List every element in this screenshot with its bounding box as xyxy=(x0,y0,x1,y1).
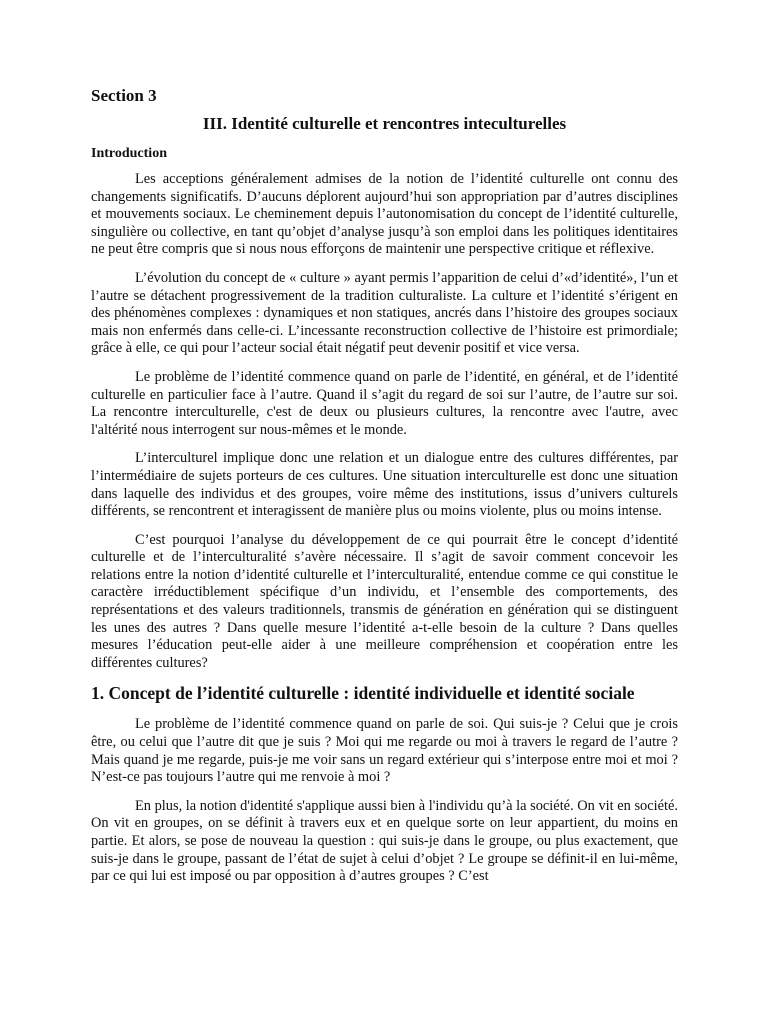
intro-paragraph-3: Le problème de l’identité commence quand on parle de l’identité, en général, et de l’identité culturelle en particulier face à l’autre. Quand il s’agit du regard de soi sur l’autre, de l’autre sur soi. La rencontre interculturelle, c'est de deux ou plusieurs cultures, la rencontre avec l'autre, avec l'altérité nous interrogent sur nous-mêmes et le monde. xyxy=(91,368,678,438)
section-label: Section 3 xyxy=(91,86,157,105)
intro-heading: Introduction xyxy=(91,146,167,161)
intro-paragraph-2: L’évolution du concept de « culture » ayant permis l’apparition de celui d’«d’identité», l’un et l’autre se détachent progressivement de la tradition culturaliste. La culture et l’identité s’érigent en des phénomènes complexes : dynamiques et non statiques, ancrés dans l’histoire des groupes sociaux mais non enfermés dans celle-ci. L’incessante reconstruction collective de l’histoire est primordiale; grâce à elle, ce qui pour l’acteur social était négatif peut devenir positif et vice versa. xyxy=(91,269,678,357)
section-1-paragraph-1: Le problème de l’identité commence quand on parle de soi. Qui suis-je ? Celui que je crois être, ou celui que l’autre dit que je suis ? Moi qui me regarde ou moi à travers le regard de l’autre ? Mais quand je me regarde, puis-je me voir sans un regard extérieur qui s’interpose entre moi et moi ? N’est-ce pas toujours l’autre qui me renvoie à moi ? xyxy=(91,716,678,786)
document-title: III. Identité culturelle et rencontres inteculturelles xyxy=(202,114,567,133)
section-1-paragraph-2: En plus, la notion d'identité s'applique aussi bien à l'individu qu’à la société. On vit en société. On vit en groupes, on se définit à travers eux et en quelque sorte on leur appartient, du moins en partie. Et alors, se pose de nouveau la question : qui suis-je dans le groupe, ou plus exactement, que suis-je dans le groupe, passant de l’état de sujet à celui d’objet ? Le groupe se définit-il en lui-même, par ce qui lui est imposé ou par opposition à d’autres groupes ? C’est xyxy=(91,797,678,885)
intro-paragraph-1: Les acceptions généralement admises de la notion de l’identité culturelle ont connu des changements significatifs. D’aucuns déplorent aujourd’hui son appropriation par d’autres disciplines et mouvements sociaux. Le cheminement depuis l’autonomisation du concept de l’identité culturelle, singulière ou collective, en tant qu’objet d’analyse jusqu’à son emploi dans les politiques identitaires ne peut être compris que si nous nous efforçons de maintenir une perspective critique et réflexive. xyxy=(91,171,678,258)
intro-paragraph-5: C’est pourquoi l’analyse du développement de ce qui pourrait être le concept d’identité culturelle et de l’interculturalité s’avère nécessaire. Il s’agit de savoir comment concevoir les relations entre la notion d’identité culturelle et l’interculturalité, entendue comme ce qui constitue le caractère irréductiblement spécifique d’un individu, et l’ensemble des comportements, des représentations et des valeurs traditionnels, transmis de génération en génération qui se distinguent les unes des autres ? Dans quelle mesure l’identité a-t-elle besoin de la culture ? Dans quelles mesures l’éducation peut-elle aider à une meilleure compréhension et coopération entre les différentes cultures? xyxy=(91,531,678,671)
intro-paragraph-4: L’interculturel implique donc une relation et un dialogue entre des cultures différentes, par l’intermédiaire de sujets porteurs de ces cultures. Une situation interculturelle est donc une situation dans laquelle des individus et des groupes, voire même des institutions, issus d’univers culturels différents, se rencontrent et interagissent de manière plus ou moins violente, plus ou moins intense. xyxy=(91,450,678,520)
document-body xyxy=(91,86,678,897)
section-1-heading: 1. Concept de l’identité culturelle : identité individuelle et identité sociale xyxy=(91,683,635,704)
